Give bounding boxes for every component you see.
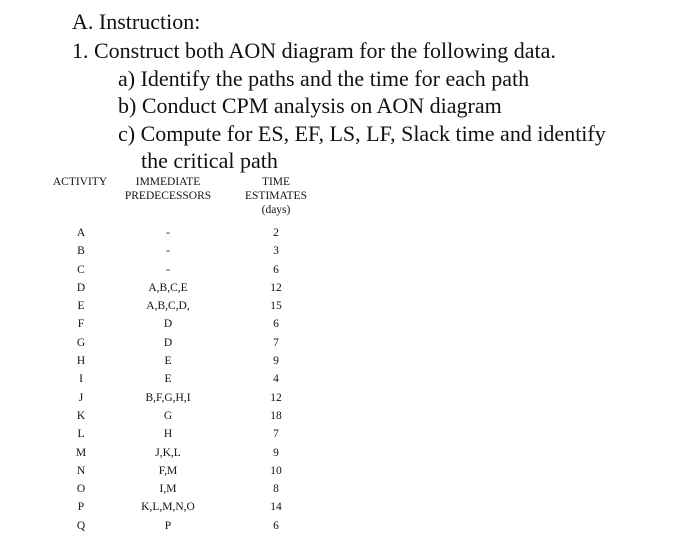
table-row [0, 315, 700, 333]
table-row [0, 261, 700, 279]
table-row [0, 407, 700, 425]
table-row [0, 279, 700, 297]
activity-cell: Q [76, 519, 86, 532]
table-row [0, 242, 700, 260]
activity-cell: D [76, 281, 86, 294]
time-cell: 6 [273, 263, 279, 276]
predecessors-cell: P [164, 519, 172, 532]
table-row [0, 498, 700, 516]
table-row [0, 352, 700, 370]
time-cell: 15 [270, 300, 282, 313]
sub-item-c: c) Compute for ES, EF, LS, LF, Slack time and identify [118, 121, 606, 146]
predecessors-cell: J,K,L [155, 446, 181, 459]
activity-cell: K [76, 409, 86, 422]
time-cell: 9 [273, 446, 279, 459]
instruction-line: 1. Construct both AON diagram for the following data. [72, 38, 556, 63]
predecessors-cell: K,L,M,N,O [141, 501, 195, 514]
activity-cell: H [76, 355, 86, 368]
time-cell: 4 [273, 373, 279, 386]
table-row [0, 425, 700, 443]
activity-cell: J [78, 391, 84, 404]
table-row [0, 370, 700, 388]
predecessors-header-line-2: PREDECESSORS [124, 190, 212, 202]
activity-column-header [44, 175, 116, 189]
section-title: A. Instruction: [72, 9, 201, 34]
predecessors-cell: A,B,C,D, [146, 300, 190, 313]
predecessors-cell: D [163, 336, 173, 349]
activity-cell: F [77, 318, 85, 331]
predecessors-cell: E [164, 373, 172, 386]
time-header-line-1: TIME [261, 176, 291, 188]
time-cell: 7 [273, 428, 279, 441]
predecessors-cell: F,M [158, 464, 178, 477]
predecessors-cell: I,M [159, 483, 177, 496]
activity-cell: B [77, 245, 85, 258]
table-row [0, 297, 700, 315]
activity-cell: G [76, 336, 86, 349]
activity-cell: M [75, 446, 87, 459]
predecessors-cell: D [163, 318, 173, 331]
activity-cell: L [77, 428, 85, 441]
activity-cell: C [77, 263, 85, 276]
activity-cell: N [76, 464, 86, 477]
table-row [0, 444, 700, 462]
time-cell: 7 [273, 336, 279, 349]
sub-item-a: a) Identify the paths and the time for each path [118, 66, 530, 91]
predecessors-cell: B,F,G,H,I [145, 391, 191, 404]
table-row [0, 517, 700, 535]
predecessors-cell: A,B,C,E [148, 281, 188, 294]
time-header-line-3: (days) [261, 204, 291, 216]
table-row [0, 480, 700, 498]
activity-header-text: ACTIVITY [52, 176, 108, 188]
predecessors-header-line-1: IMMEDIATE [135, 176, 201, 188]
table-row [0, 462, 700, 480]
activity-cell: O [76, 483, 86, 496]
time-cell: 3 [273, 245, 279, 258]
time-cell: 6 [273, 318, 279, 331]
table-row [0, 334, 700, 352]
predecessors-cell: H [163, 428, 173, 441]
predecessors-cell: G [163, 409, 173, 422]
predecessors-cell: - [166, 245, 170, 258]
predecessors-cell: - [166, 227, 170, 239]
predecessors-column-header [116, 175, 220, 203]
activity-cell: E [77, 300, 85, 313]
time-cell: 12 [270, 281, 282, 294]
time-cell: 8 [273, 483, 279, 496]
time-cell: 9 [273, 355, 279, 368]
time-cell: 2 [273, 227, 279, 239]
time-header-line-2: ESTIMATES [245, 190, 307, 202]
predecessors-cell: - [166, 263, 170, 276]
time-cell: 18 [270, 409, 282, 422]
activity-table-body [0, 224, 700, 535]
time-cell: 6 [273, 519, 279, 532]
time-cell: 10 [270, 464, 282, 477]
sub-item-b: b) Conduct CPM analysis on AON diagram [118, 93, 502, 118]
activity-cell: P [77, 501, 85, 514]
predecessors-cell: E [164, 355, 172, 368]
activity-cell: I [79, 373, 83, 386]
table-row [0, 224, 700, 242]
activity-cell: A [76, 227, 86, 239]
time-column-header [234, 175, 318, 217]
time-cell: 14 [270, 501, 282, 514]
time-cell: 12 [270, 391, 282, 404]
sub-item-c-continued: the critical path [141, 148, 278, 173]
table-row [0, 389, 700, 407]
